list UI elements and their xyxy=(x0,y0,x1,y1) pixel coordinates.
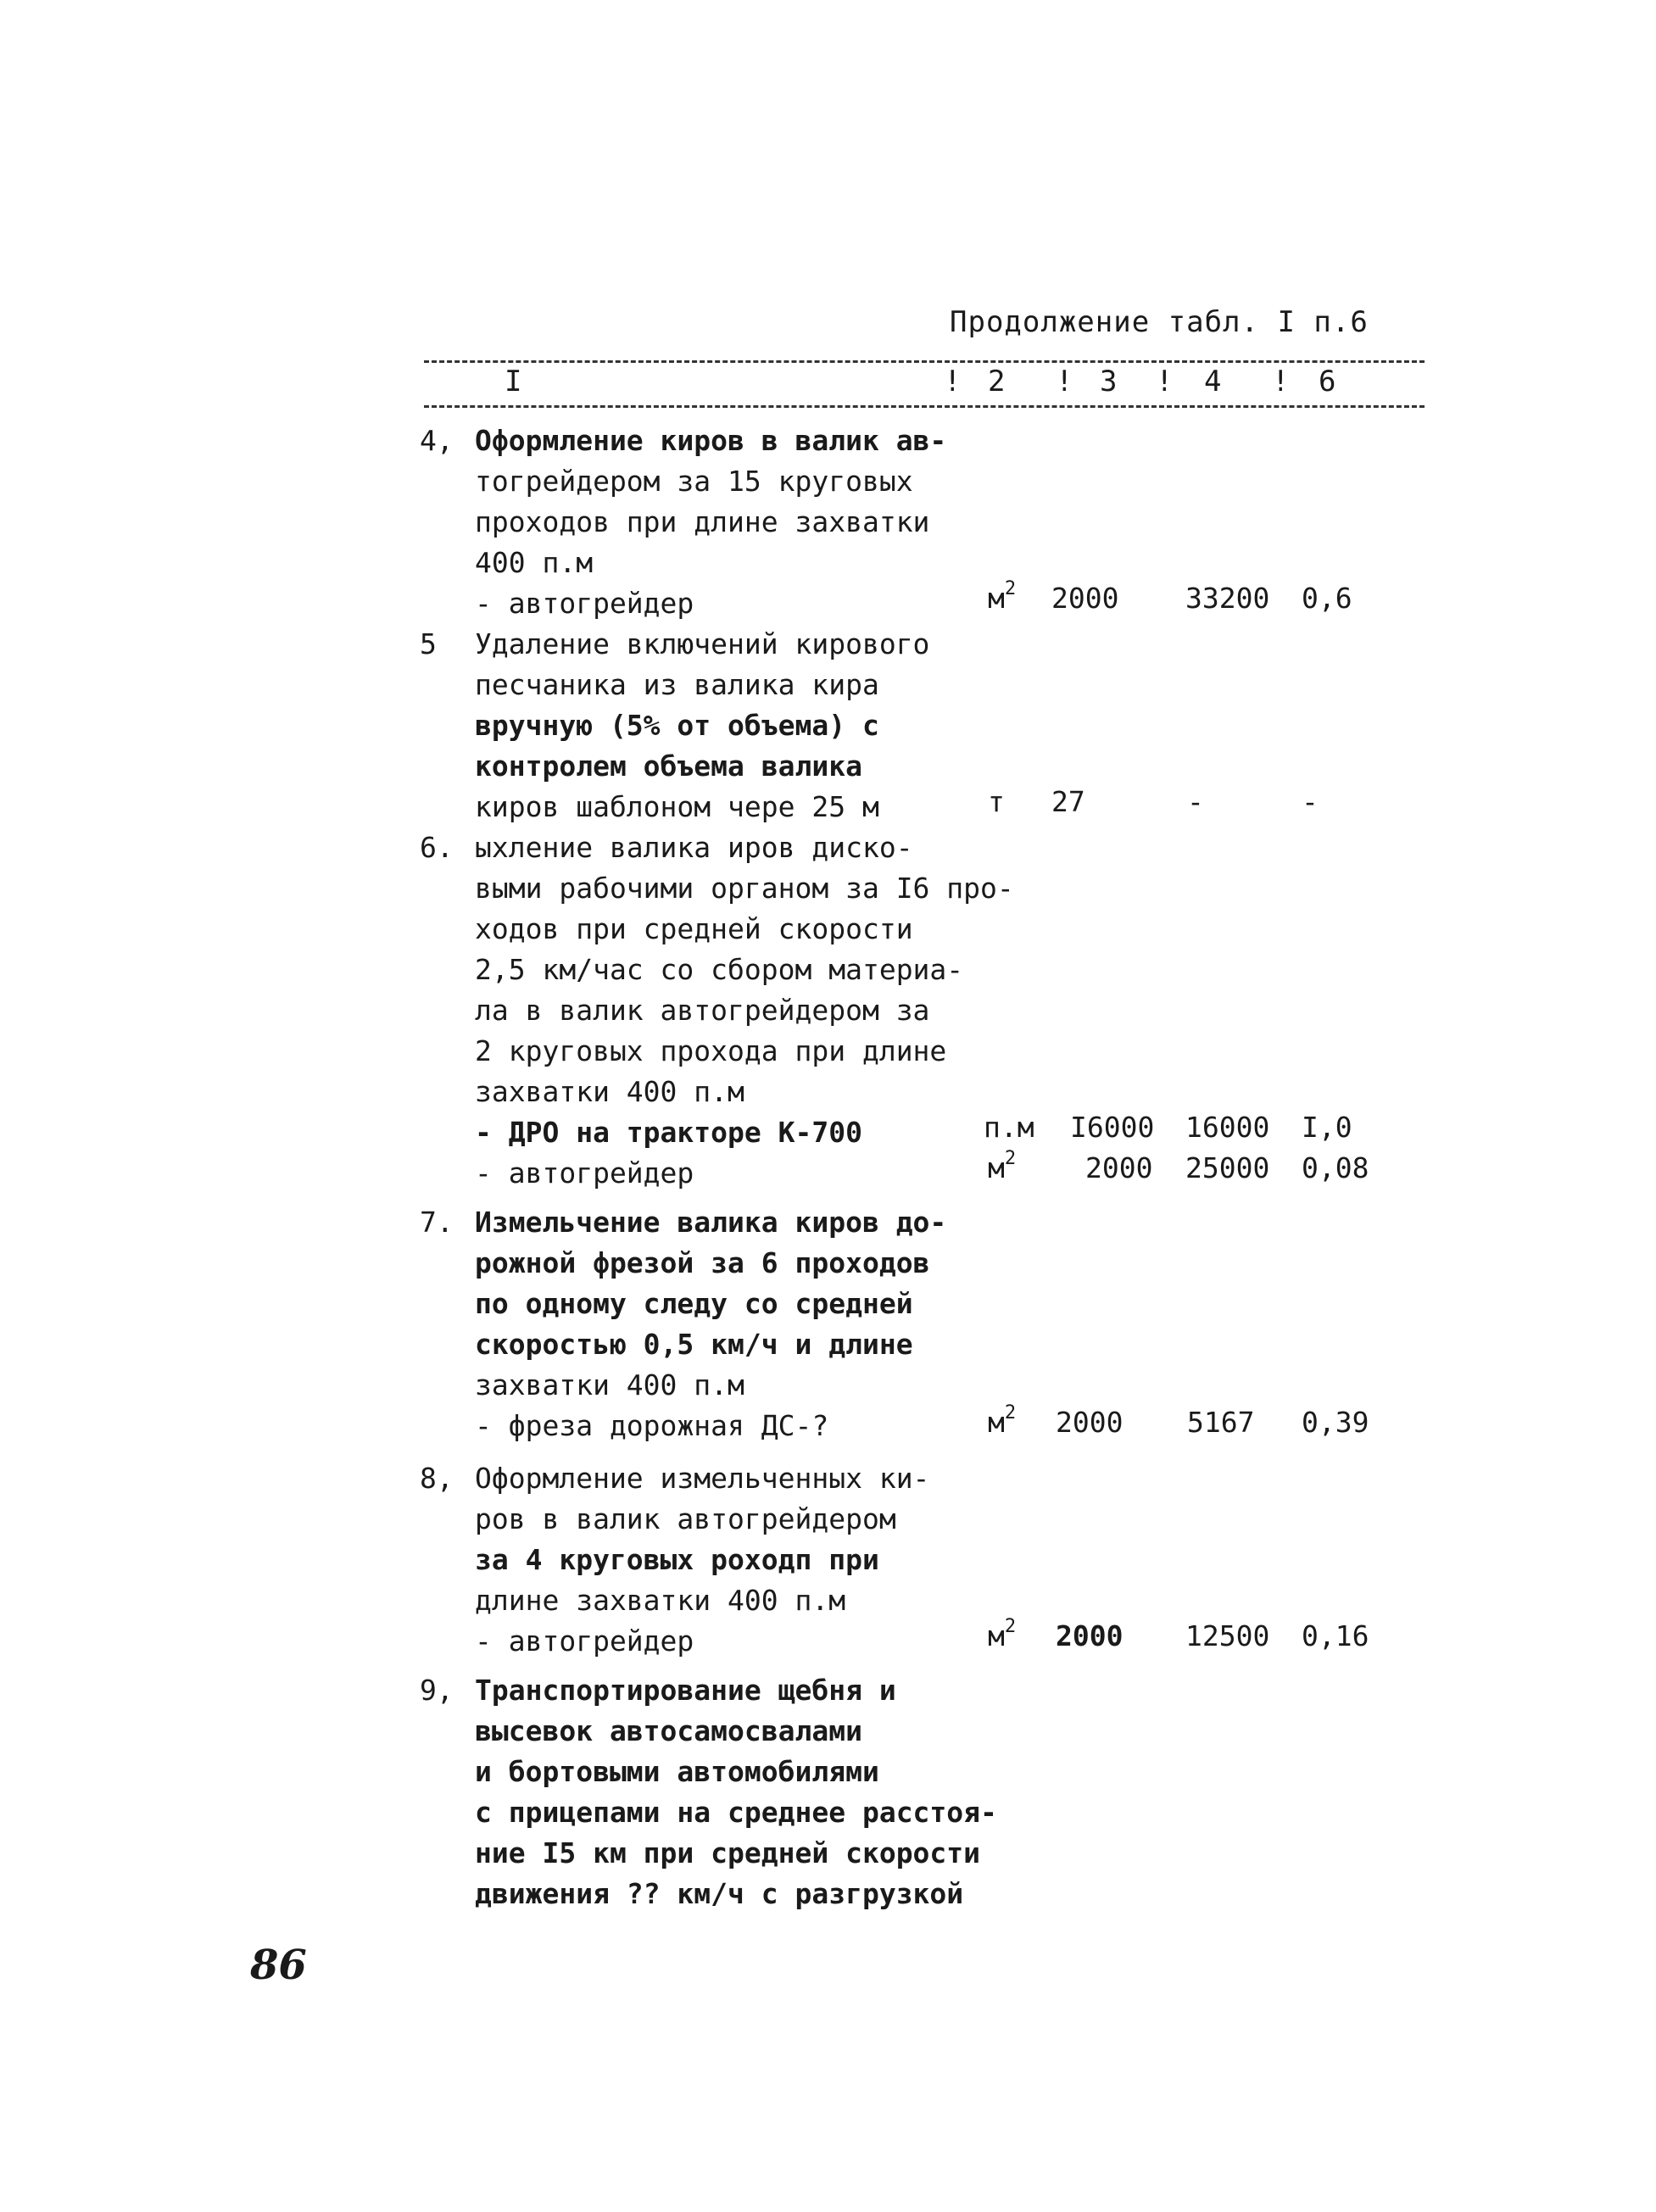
item-text-line: выми рабочими органом за I6 про- xyxy=(475,872,1014,905)
row-col2: 27 xyxy=(1051,785,1085,818)
item-text-line: 2,5 км/час со сбором материа- xyxy=(475,953,964,986)
column-separator: ! xyxy=(944,365,962,398)
item-text-line: Удаление включений кирового xyxy=(475,627,930,660)
row-col2: 2000 xyxy=(1056,1619,1124,1652)
item-text-line: рожной фрезой за 6 проходов xyxy=(475,1246,930,1279)
item-text-line: ла в валик автогрейдером за xyxy=(475,994,930,1027)
item-text-line: - автогрейдер xyxy=(475,1156,694,1190)
row-col2: 2000 xyxy=(1056,1406,1124,1439)
item-text-line: ходов при средней скорости xyxy=(475,912,913,945)
item-text-line: ние I5 км при средней скорости xyxy=(475,1836,981,1869)
item-number: 8, xyxy=(420,1462,454,1495)
item-text-line: - автогрейдер xyxy=(475,587,694,620)
item-text-line: вручную (5% от объема) с xyxy=(475,709,879,742)
header-rule-top xyxy=(424,360,1425,363)
item-text-line: песчаника из валика кира xyxy=(475,668,879,701)
item-number: 9, xyxy=(420,1674,454,1707)
item-text-line: за 4 круговых роходп при xyxy=(475,1543,879,1576)
item-text-line: и бортовыми автомобилями xyxy=(475,1755,879,1788)
row-col4: - xyxy=(1302,785,1319,818)
item-text-line: длине захватки 400 п.м xyxy=(475,1584,846,1617)
row-unit: $м^2$ xyxy=(988,578,1017,615)
item-text-line: 2 круговых прохода при длине xyxy=(475,1034,947,1067)
row-unit: $м^2$ xyxy=(988,1616,1017,1652)
row-unit: $м^2$ xyxy=(988,1402,1017,1439)
item-number: 4, xyxy=(420,424,454,457)
row-unit: п.м xyxy=(984,1111,1034,1144)
row-col3: 33200 xyxy=(1185,582,1270,615)
column-header-2: 2 xyxy=(988,365,1006,398)
row-col2: I6000 xyxy=(1070,1111,1155,1144)
item-text-line: Транспортирование щебня и xyxy=(475,1674,896,1707)
row-unit: т xyxy=(988,785,1005,818)
table-caption: Продолжение табл. I п.6 xyxy=(950,305,1369,339)
item-text-line: Оформление киров в валик ав- xyxy=(475,424,947,457)
item-text-line: тогрейдером за 15 круговых xyxy=(475,465,913,498)
column-header-6: 6 xyxy=(1319,365,1336,398)
item-text-line: ров в валик автогрейдером xyxy=(475,1502,896,1535)
row-col2: 2000 xyxy=(1085,1151,1153,1184)
item-text-line: 400 п.м xyxy=(475,546,594,579)
row-col4: I,0 xyxy=(1302,1111,1352,1144)
item-text-line: - фреза дорожная ДС-? xyxy=(475,1409,829,1442)
item-text-line: захватки 400 п.м xyxy=(475,1075,744,1108)
row-col4: 0,39 xyxy=(1302,1406,1369,1439)
page-number: 86 xyxy=(250,1942,307,1989)
column-header-3: 3 xyxy=(1100,365,1118,398)
row-col3: 12500 xyxy=(1185,1619,1270,1652)
row-col4: 0,6 xyxy=(1302,582,1352,615)
item-text-line: по одному следу со средней xyxy=(475,1287,913,1320)
row-col2: 2000 xyxy=(1051,582,1119,615)
item-number: 5 xyxy=(420,627,437,660)
item-text-line: - ДРО на тракторе К-700 xyxy=(475,1116,862,1149)
row-col3: 16000 xyxy=(1185,1111,1270,1144)
row-col4: 0,08 xyxy=(1302,1151,1369,1184)
column-header-4: 4 xyxy=(1204,365,1222,398)
row-col3: 25000 xyxy=(1185,1151,1270,1184)
item-number: 6. xyxy=(420,831,454,864)
item-text-line: Измельчение валика киров до- xyxy=(475,1206,947,1239)
item-text-line: высевок автосамосвалами xyxy=(475,1714,862,1747)
item-text-line: - автогрейдер xyxy=(475,1624,694,1658)
header-rule-bottom xyxy=(424,405,1425,408)
item-text-line: проходов при длине захватки xyxy=(475,505,930,538)
item-text-line: киров шаблоном чере 25 м xyxy=(475,790,879,823)
column-separator: ! xyxy=(1272,365,1290,398)
row-col4: 0,16 xyxy=(1302,1619,1369,1652)
item-text-line: движения ?? км/ч с разгрузкой xyxy=(475,1877,964,1910)
row-col3: - xyxy=(1187,785,1204,818)
item-text-line: ыхление валика иров диско- xyxy=(475,831,913,864)
column-header-1: I xyxy=(505,365,522,398)
item-text-line: скоростью 0,5 км/ч и длине xyxy=(475,1328,913,1361)
row-col3: 5167 xyxy=(1187,1406,1255,1439)
item-text-line: с прицепами на среднее расстоя- xyxy=(475,1796,997,1829)
item-text-line: контролем объема валика xyxy=(475,749,862,783)
item-text-line: Оформление измельченных ки- xyxy=(475,1462,930,1495)
column-separator: ! xyxy=(1056,365,1073,398)
item-text-line: захватки 400 п.м xyxy=(475,1368,744,1401)
column-separator: ! xyxy=(1156,365,1174,398)
item-number: 7. xyxy=(420,1206,454,1239)
row-unit: $м^2$ xyxy=(988,1148,1017,1184)
